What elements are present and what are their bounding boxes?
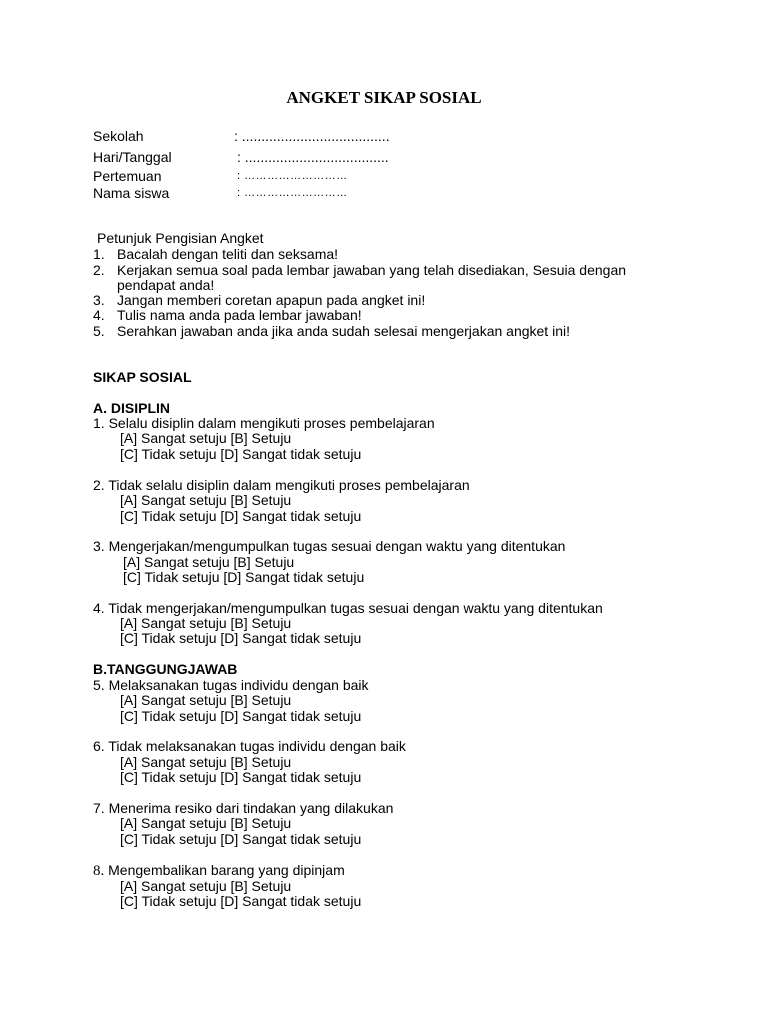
answer-options-ab: [A] Sangat setuju [B] Setuju — [120, 815, 292, 831]
instruction-item — [93, 307, 105, 323]
identity-label: Pertemuan — [93, 168, 162, 184]
identity-label: Nama siswa — [93, 185, 170, 201]
instruction-item — [93, 246, 105, 262]
instruction-text: Kerjakan semua soal pada lembar jawaban yang telah disediakan, Sesuia dengan — [117, 262, 627, 278]
instruction-text: Serahkan jawaban anda jika anda sudah selesai mengerjakan angket ini! — [117, 323, 570, 339]
question-text: 6. Tidak melaksanakan tugas individu dengan baik — [93, 738, 406, 754]
answer-options-cd: [C] Tidak setuju [D] Sangat tidak setuju — [120, 446, 362, 462]
instruction-number: 5. — [93, 323, 105, 339]
identity-value: : ..................................... — [237, 149, 389, 165]
instruction-number: 1. — [93, 246, 105, 262]
answer-options-ab: [A] Sangat setuju [B] Setuju — [123, 554, 295, 570]
question-text: 1. Selalu disiplin dalam mengikuti proses pembelajaran — [93, 415, 435, 431]
instructions-heading: Petunjuk Pengisian Angket — [97, 230, 264, 246]
answer-options-ab: [A] Sangat setuju [B] Setuju — [120, 492, 292, 508]
instruction-number: 4. — [93, 307, 105, 323]
group-heading-discipline: A. DISIPLIN — [93, 400, 171, 416]
question-text: Mengembalikan barang yang dipinjam — [104, 862, 345, 878]
instruction-number: 2. — [93, 262, 105, 278]
question-text: 2. Tidak selalu disiplin dalam mengikuti proses pembelajaran — [93, 477, 470, 493]
question-number: 8. — [93, 863, 105, 879]
question-text: 7. Menerima resiko dari tindakan yang dilakukan — [93, 800, 394, 816]
answer-options-ab: [A] Sangat setuju [B] Setuju — [120, 615, 292, 631]
identity-value: : ……………………… — [237, 187, 348, 199]
instruction-item — [93, 292, 105, 308]
group-heading-responsibility: B.TANGGUNGJAWAB — [93, 661, 238, 677]
instruction-text: Tulis nama anda pada lembar jawaban! — [117, 307, 362, 323]
question-text: 4. Tidak mengerjakan/mengumpulkan tugas sesuai dengan waktu yang ditentukan — [93, 600, 603, 616]
question-text: 5. Melaksanakan tugas individu dengan baik — [93, 677, 369, 693]
answer-options-cd: [C] Tidak setuju [D] Sangat tidak setuju — [120, 769, 362, 785]
answer-options-ab: [A] Sangat setuju [B] Setuju — [120, 692, 292, 708]
answer-options-cd: [C] Tidak setuju [D] Sangat tidak setuju — [120, 831, 362, 847]
answer-options-cd: [C] Tidak setuju [D] Sangat tidak setuju — [120, 893, 362, 909]
instruction-text-continued: pendapat anda! — [117, 277, 215, 293]
instruction-item — [93, 262, 105, 278]
instruction-text: Jangan memberi coretan apapun pada angket ini! — [117, 292, 426, 308]
answer-options-cd: [C] Tidak setuju [D] Sangat tidak setuju — [120, 708, 362, 724]
identity-value: : ...................................... — [234, 128, 390, 144]
instruction-text: Bacalah dengan teliti dan seksama! — [117, 246, 339, 262]
section-title: SIKAP SOSIAL — [93, 369, 192, 385]
page-title: ANGKET SIKAP SOSIAL — [286, 88, 482, 107]
identity-value: : ……………………… — [237, 170, 348, 182]
answer-options-cd: [C] Tidak setuju [D] Sangat tidak setuju — [123, 569, 365, 585]
answer-options-cd: [C] Tidak setuju [D] Sangat tidak setuju — [120, 630, 362, 646]
question-item — [93, 862, 345, 879]
identity-label: Hari/Tanggal — [93, 149, 172, 165]
answer-options-ab: [A] Sangat setuju [B] Setuju — [120, 430, 292, 446]
answer-options-cd: [C] Tidak setuju [D] Sangat tidak setuju — [120, 508, 362, 524]
instruction-item — [93, 323, 105, 339]
answer-options-ab: [A] Sangat setuju [B] Setuju — [120, 878, 292, 894]
question-text: 3. Mengerjakan/mengumpulkan tugas sesuai dengan waktu yang ditentukan — [93, 538, 566, 554]
identity-label: Sekolah — [93, 128, 144, 144]
answer-options-ab: [A] Sangat setuju [B] Setuju — [120, 754, 292, 770]
instruction-number: 3. — [93, 292, 105, 308]
